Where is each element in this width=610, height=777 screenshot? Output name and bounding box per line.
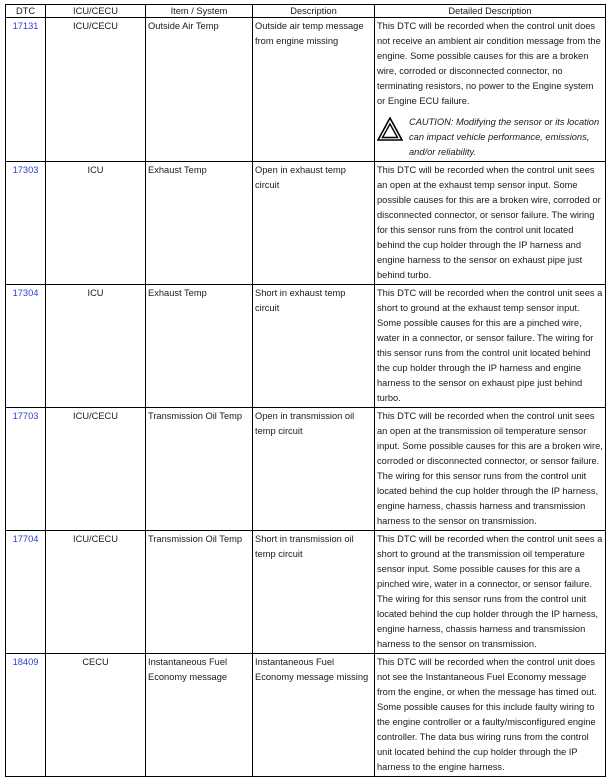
table-row (6, 531, 606, 654)
header-description: Description (253, 5, 375, 18)
detail-text: This DTC will be recorded when the control unit does not receive an ambient air condition message from the engine. Some possible causes for this are a broken wire, corroded or disconnected connector, no terminating resistors, no power to the Engine system or Engine ECU failure. (377, 21, 601, 106)
item-cell: Outside Air Temp (146, 18, 253, 162)
table-row (6, 18, 606, 162)
description-cell: Short in exhaust temp circuit (253, 285, 375, 408)
description-cell: Open in transmission oil temp circuit (253, 408, 375, 531)
header-item: Item / System (146, 5, 253, 18)
item-cell: Transmission Oil Temp (146, 408, 253, 531)
caution-note (377, 115, 603, 160)
unit-cell: ICU (46, 162, 146, 285)
dtc-code-link[interactable]: 18409 (6, 654, 46, 777)
detail-cell: This DTC will be recorded when the control unit does not see the Instantaneous Fuel Economy message from the engine, or when the message has timed out. Some possible causes for this include faulty wiring to the engine controller or a faulty/misconfigured engine controller. The data bus wiring runs from the control unit located behind the cup holder through the IP harness to the engine harness. (375, 654, 606, 777)
description-cell: Open in exhaust temp circuit (253, 162, 375, 285)
dtc-table (5, 4, 606, 777)
item-cell: Instantaneous Fuel Economy message (146, 654, 253, 777)
table-row (6, 285, 606, 408)
dtc-code-link[interactable]: 17304 (6, 285, 46, 408)
unit-cell: ICU/CECU (46, 408, 146, 531)
unit-cell: ICU (46, 285, 146, 408)
dtc-code-link[interactable]: 17704 (6, 531, 46, 654)
description-cell: Outside air temp message from engine missing (253, 18, 375, 162)
item-cell: Transmission Oil Temp (146, 531, 253, 654)
header-dtc: DTC (6, 5, 46, 18)
dtc-code-link[interactable]: 17303 (6, 162, 46, 285)
table-row (6, 408, 606, 531)
detail-cell: This DTC will be recorded when the control unit sees an open at the transmission oil temperature sensor input. Some possible causes for this are a broken wire, corroded or disconnected connector, or sensor failure. The wiring for this sensor runs from the control unit located behind the cup holder through the IP harness, engine harness, chassis harness and transmission harness to the sensor on transmission. (375, 408, 606, 531)
table-row (6, 162, 606, 285)
item-cell: Exhaust Temp (146, 285, 253, 408)
detail-cell: This DTC will be recorded when the control unit sees a short to ground at the transmission oil temperature sensor input. Some possible causes for this are a pinched wire, water in a connector, or sensor failure. The wiring for this sensor runs from the control unit located behind the cup holder through the IP harness, engine harness, chassis harness and transmission harness to the sensor on transmission. (375, 531, 606, 654)
detail-cell: This DTC will be recorded when the control unit sees a short to ground at the exhaust temp sensor input. Some possible causes for this are a pinched wire, water in a connector, or sensor failure. The wiring for this sensor runs from the control unit located behind the cup holder through the IP harness and engine harness to the sensor on exhaust pipe just behind turbo. (375, 285, 606, 408)
header-detailed-description: Detailed Description (375, 5, 606, 18)
warning-triangle-icon (377, 117, 407, 146)
unit-cell: ICU/CECU (46, 531, 146, 654)
description-cell: Short in transmission oil temp circuit (253, 531, 375, 654)
header-unit: ICU/CECU (46, 5, 146, 18)
detail-cell (375, 18, 606, 162)
description-cell: Instantaneous Fuel Economy message missing (253, 654, 375, 777)
caution-text: CAUTION: Modifying the sensor or its location can impact vehicle performance, emissions, and/or reliability. (409, 117, 600, 157)
header-row (6, 5, 606, 18)
dtc-code-link[interactable]: 17703 (6, 408, 46, 531)
unit-cell: CECU (46, 654, 146, 777)
detail-cell: This DTC will be recorded when the control unit sees an open at the exhaust temp sensor input. Some possible causes for this are a broken wire, corroded or disconnected connector, or sensor failure. The wiring for this sensor runs from the control unit located behind the cup holder through the IP harness and engine harness to the sensor on exhaust pipe just behind turbo. (375, 162, 606, 285)
unit-cell: ICU/CECU (46, 18, 146, 162)
dtc-code-link[interactable]: 17131 (6, 18, 46, 162)
item-cell: Exhaust Temp (146, 162, 253, 285)
table-row (6, 654, 606, 777)
